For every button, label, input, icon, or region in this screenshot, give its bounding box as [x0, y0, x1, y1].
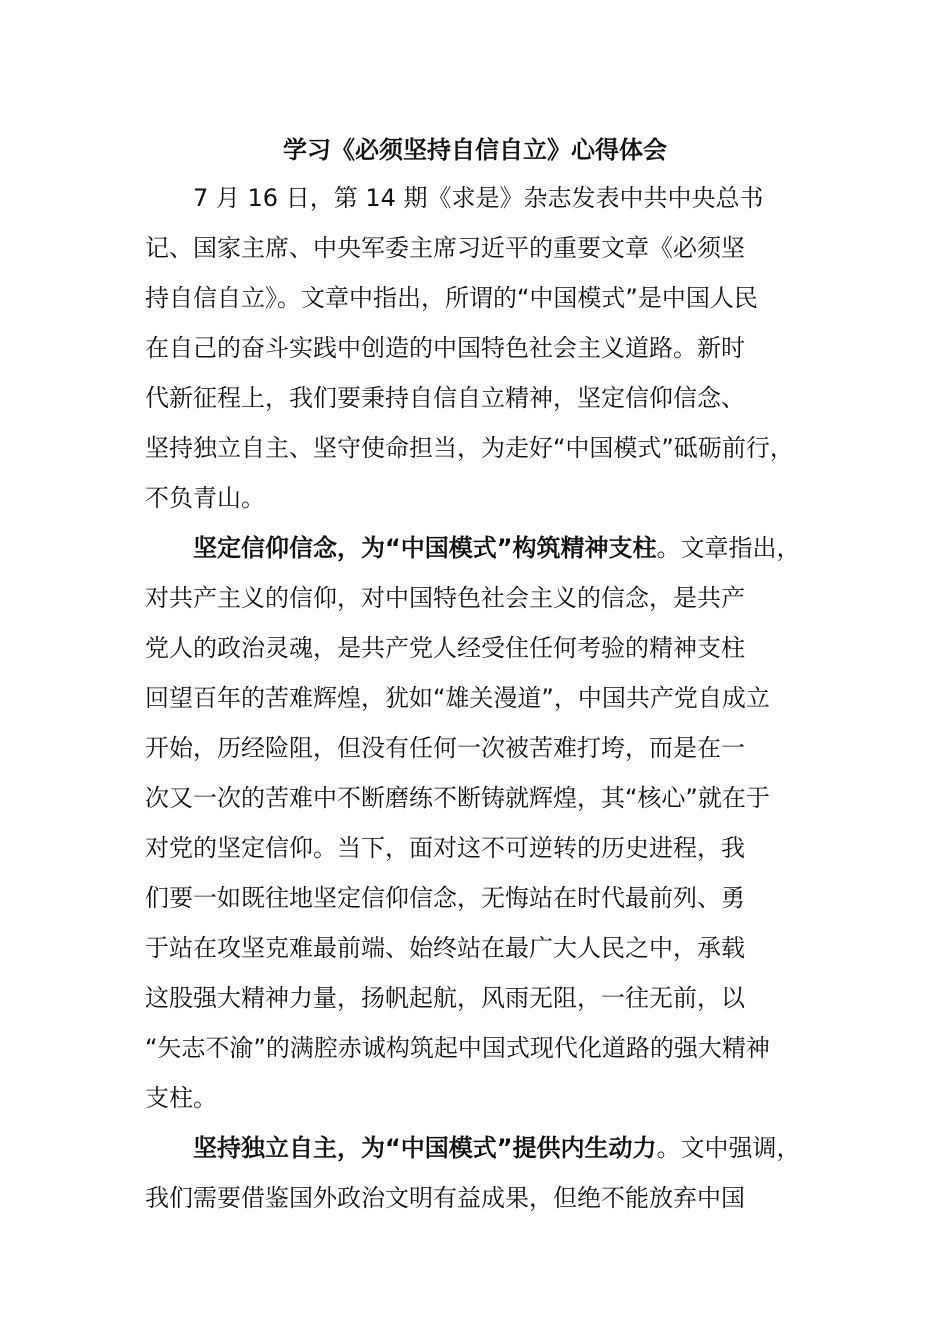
paragraph-3-line-1 [193, 1128, 801, 1168]
paragraph-2-line-7: 对党的坚定信仰。当下，面对这不可逆转的历史进程，我 [145, 834, 745, 862]
paragraph-2-line-11: “矢志不渝”的满腔赤诚构筑起中国式现代化道路的强大精神 [145, 1034, 770, 1062]
paragraph-2-line-2: 对共产主义的信仰，对中国特色社会主义的信念，是共产 [145, 584, 745, 612]
paragraph-2-line-1 [193, 528, 801, 568]
paragraph-2-line-12: 支柱。 [145, 1084, 217, 1112]
paragraph-1-line-1: 7 月 16 日，第 14 期《求是》杂志发表中共中央总书 [193, 184, 764, 212]
paragraph-3-line-2: 我们需要借鉴国外政治文明有益成果，但绝不能放弃中国 [145, 1184, 745, 1212]
paragraph-2-lead: 坚定信仰信念，为“中国模式”构筑精神支柱 [193, 534, 657, 562]
paragraph-1-line-5: 代新征程上，我们要秉持自信自立精神，坚定信仰信念、 [145, 384, 745, 412]
paragraph-2-first-rest: 。文章指出， [656, 534, 801, 562]
paragraph-2-line-5: 开始，历经险阻，但没有任何一次被苦难打垮，而是在一 [145, 734, 745, 762]
paragraph-2-line-3: 党人的政治灵魂，是共产党人经受住任何考验的精神支柱 [145, 634, 745, 662]
paragraph-2-line-6: 次又一次的苦难中不断磨练不断铸就辉煌，其“核心”就在于 [145, 784, 770, 812]
paragraph-2-line-9: 于站在攻坚克难最前端、始终站在最广大人民之中，承载 [145, 934, 745, 962]
paragraph-3-first-rest: 。文中强调， [656, 1134, 801, 1162]
paragraph-1-line-7: 不负青山。 [145, 484, 265, 512]
paragraph-2-line-10: 这股强大精神力量，扬帆起航，风雨无阻，一往无前，以 [145, 984, 745, 1012]
paragraph-1-line-6: 坚持独立自主、坚守使命担当，为走好“中国模式”砥砺前行， [145, 434, 794, 462]
paragraph-1-line-3: 持自信自立》。文章中指出，所谓的“中国模式”是中国人民 [145, 284, 758, 312]
paragraph-3-lead: 坚持独立自主，为“中国模式”提供内生动力 [193, 1134, 657, 1162]
paragraph-2-line-8: 们要一如既往地坚定信仰信念，无悔站在时代最前列、勇 [145, 884, 745, 912]
paragraph-2-line-4: 回望百年的苦难辉煌，犹如“雄关漫道”，中国共产党自成立 [145, 684, 770, 712]
document-title: 学习《必须坚持自信自立》心得体会 [283, 136, 667, 164]
paragraph-1-line-4: 在自己的奋斗实践中创造的中国特色社会主义道路。新时 [145, 334, 745, 362]
paragraph-1-line-2: 记、国家主席、中央军委主席习近平的重要文章《必须坚 [145, 234, 745, 262]
